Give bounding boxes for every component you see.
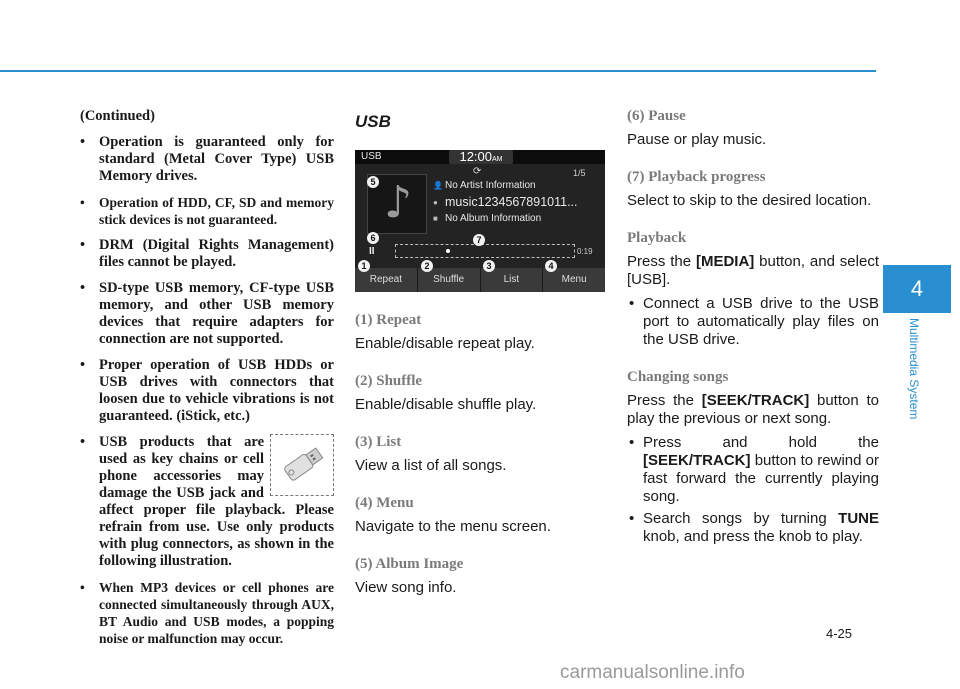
album-info: ■ No Album Information [433,213,542,224]
person-icon: 👤 [433,180,443,190]
callout-7: 7 [473,234,485,246]
section-heading-usb: USB [355,112,391,131]
page-number: 4-25 [826,626,853,641]
clock: 12:00AM [449,150,513,164]
changing-bullet: • Press and hold the [SEEK/TRACK] button to rewind or fast forward the currently playing song. [627,434,879,506]
list-desc: View a list of all songs. [355,457,507,474]
callout-1: 1 [358,260,370,272]
note-item: • Operation of HDD, CF, SD and memory stick devices is not guaranteed. [80,194,334,228]
usb-player-screen [355,150,605,292]
usb-drive-icon [271,435,333,495]
music-note-icon: ♪ [384,177,413,228]
note-text: USB products that are used as key chains or cell phone accessories may damage the USB jack and affect proper file playback. Please refrain from use. Use only products with plug connectors, as shown in the following illustration. [99,434,334,569]
playback-heading: Playback [627,230,687,246]
note-item: • Operation is guaranteed only for standard (Metal Cover Type) USB Memory drives. [80,134,334,185]
album-icon: ■ [433,213,438,223]
shuffle-heading: (2) Shuffle [355,373,423,389]
repeat-desc: Enable/disable repeat play. [355,335,535,352]
player-button-row [355,268,605,292]
list-heading: (3) List [355,434,402,450]
elapsed-time: 0:19 [577,247,593,256]
shuffle-button[interactable]: Shuffle [418,268,481,292]
playback-bullets [627,295,879,349]
notes-list [80,134,334,647]
note-item: • When MP3 devices or cell phones are connected simultaneously through AUX, BT Audio and USB modes, a popping noise or malfunction may occur. [80,579,334,647]
progress-handle[interactable] [446,249,450,253]
changing-songs-heading: Changing songs [627,369,729,385]
notes-column [80,108,334,656]
menu-heading: (4) Menu [355,495,414,511]
chapter-title: Multimedia System [907,318,921,420]
callout-6: 6 [367,232,379,244]
pause-heading: (6) Pause [627,108,686,124]
watermark: carmanualsonline.info [560,662,745,683]
list-button[interactable]: List [481,268,544,292]
callout-4: 4 [545,260,557,272]
note-item: • DRM (Digital Rights Management) files cannot be played. [80,237,334,271]
disc-icon: ● [433,198,438,208]
usb-column [355,108,605,617]
progress-heading: (7) Playback progress [627,169,766,185]
album-image-desc: View song info. [355,579,457,596]
playback-desc: Press the [MEDIA] button, and select [USB]. [627,253,879,288]
track-counter: 1/5 [573,168,586,178]
continued-label: (Continued) [80,108,155,124]
chapter-tab: 4 [883,265,951,313]
top-rule [0,70,876,72]
seek-track-key: [SEEK/TRACK] [701,392,810,409]
shuffle-desc: Enable/disable shuffle play. [355,396,537,413]
callout-2: 2 [421,260,433,272]
repeat-indicator-icon: ⟳ [473,166,482,177]
note-item: • Proper operation of USB HDDs or USB drives with connectors that loosen due to vehicle vibrations is not guaranteed. (iStick, etc.) [80,357,334,425]
media-key: [MEDIA] [695,253,755,270]
pause-button[interactable]: II [369,246,375,257]
changing-songs-bullets [627,434,879,546]
note-item-with-illustration [80,434,334,570]
album-image-heading: (5) Album Image [355,556,464,572]
callout-5: 5 [367,176,379,188]
usb-drive-illustration [270,434,334,496]
callout-3: 3 [483,260,495,272]
song-title: ● music1234567891011... [433,195,578,209]
artist-info: 👤 No Artist Information [433,180,536,191]
playback-progress-bar[interactable] [395,244,575,258]
menu-button[interactable]: Menu [543,268,605,292]
changing-bullet: • Search songs by turning TUNE knob, and press the knob to play. [627,510,879,546]
repeat-heading: (1) Repeat [355,312,422,328]
pause-desc: Pause or play music. [627,131,767,148]
playback-column [627,108,879,566]
menu-desc: Navigate to the menu screen. [355,518,551,535]
changing-songs-desc: Press the [SEEK/TRACK] button to play the previous or next song. [627,392,879,427]
playback-bullet: • Connect a USB drive to the USB port to automatically play files on the USB drive. [627,295,879,349]
note-item: • SD-type USB memory, CF-type USB memory, and other USB memory devices that require adapters for connection are not supported. [80,280,334,348]
progress-desc: Select to skip to the desired location. [627,192,872,209]
repeat-button[interactable]: Repeat [355,268,418,292]
source-label: USB [361,151,382,162]
status-bar [355,150,605,164]
